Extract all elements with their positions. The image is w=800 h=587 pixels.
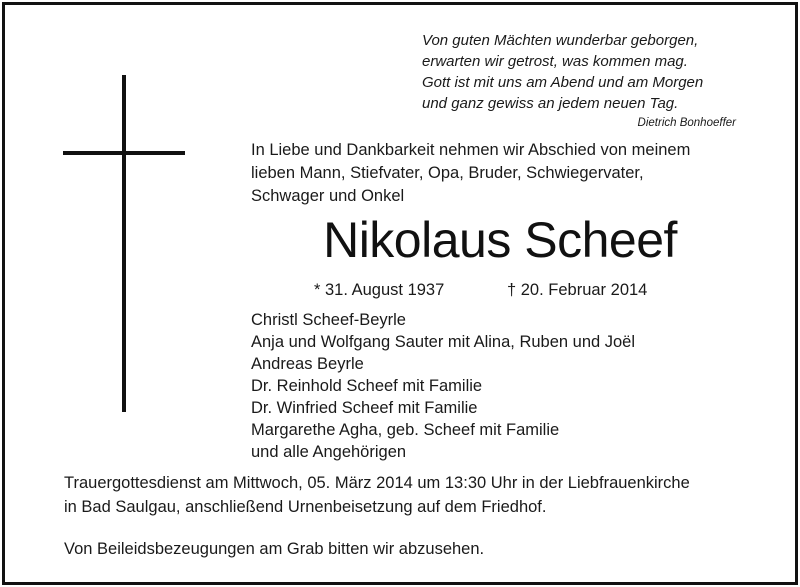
cross-horizontal-bar xyxy=(63,151,185,155)
poem-author: Dietrich Bonhoeffer xyxy=(637,117,736,129)
intro-line: Schwager und Onkel xyxy=(251,187,405,205)
intro-text xyxy=(251,139,751,208)
poem-block xyxy=(422,30,740,131)
family-member: Dr. Reinhold Scheef mit Familie xyxy=(251,377,483,395)
family-member: Anja und Wolfgang Sauter mit Alina, Ruben und Joël xyxy=(251,333,636,351)
death-date: † 20. Februar 2014 xyxy=(507,281,648,299)
condolence-note: Von Beileidsbezeugungen am Grab bitten wir abzusehen. xyxy=(64,540,485,558)
service-line: in Bad Saulgau, anschließend Urnenbeisetzung auf dem Friedhof. xyxy=(64,498,547,516)
poem-line: Gott ist mit uns am Abend und am Morgen xyxy=(422,74,704,91)
family-member: Christl Scheef-Beyrle xyxy=(251,311,406,329)
poem-line: erwarten wir getrost, was kommen mag. xyxy=(422,53,688,70)
family-member: Margarethe Agha, geb. Scheef mit Familie xyxy=(251,421,560,439)
cross-vertical-bar xyxy=(122,75,126,412)
intro-line: In Liebe und Dankbarkeit nehmen wir Abschied von meinem xyxy=(251,141,691,159)
service-line: Trauergottesdienst am Mittwoch, 05. März 2014 um 13:30 Uhr in der Liebfrauenkirche xyxy=(64,474,690,492)
family-list xyxy=(251,309,751,463)
family-member: und alle Angehörigen xyxy=(251,443,407,461)
poem-line: Von guten Mächten wunderbar geborgen, xyxy=(422,32,699,49)
intro-line: lieben Mann, Stiefvater, Opa, Bruder, Schwiegervater, xyxy=(251,164,644,182)
birth-date: * 31. August 1937 xyxy=(314,281,445,299)
poem-line: und ganz gewiss an jedem neuen Tag. xyxy=(422,95,679,112)
family-member: Dr. Winfried Scheef mit Familie xyxy=(251,399,478,417)
deceased-name: Nikolaus Scheef xyxy=(323,212,677,268)
family-member: Andreas Beyrle xyxy=(251,355,364,373)
service-info xyxy=(64,471,774,519)
